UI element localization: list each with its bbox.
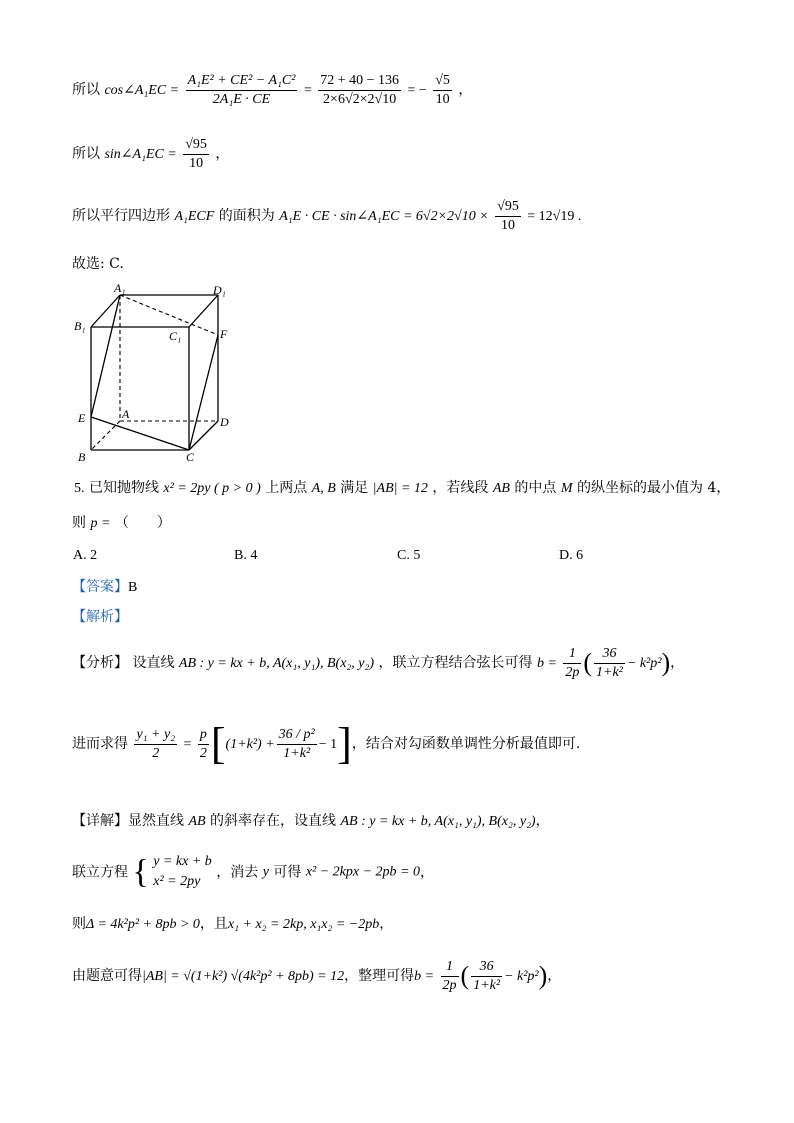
detail-line2-prefix: 联立方程	[72, 864, 128, 881]
detail-line-2	[72, 852, 434, 893]
bracket-open: [	[210, 719, 226, 768]
analysis-bracket-a: (1+k²) +	[225, 737, 275, 752]
cos-fraction-1	[186, 72, 298, 108]
detail-line4-frac	[441, 958, 459, 994]
analysis-line-1: 【分析】 设直线 AB : y = kx + b, A(x₁, y₁), B(x₂, y₂) ，联立方程结合弦长可得 b = $\frac{1}{2p}$ ( $\frac{36}{\text{1+k²}}$ − k²p²)，	[72, 646, 685, 680]
analysis-line2-suffix: ，结合对勾函数单调性分析最值即可.	[351, 736, 581, 752]
question-text-f: 的纵坐标的最小值为 4，	[576, 480, 731, 496]
detail-line1-end: ，	[535, 813, 550, 829]
question-line-2	[72, 516, 171, 531]
analysis-tag: 【解析】	[72, 609, 128, 625]
question-segment: AB	[492, 481, 510, 496]
sin-fraction	[183, 136, 209, 172]
detail-line2-mid: ，消去	[216, 864, 259, 881]
analysis-p-den: 2	[199, 745, 207, 761]
area-result: = 12√19 .	[527, 209, 582, 224]
label-d: D	[220, 415, 229, 429]
label-a1: A₁	[114, 281, 126, 295]
analysis-mid-frac	[134, 726, 177, 762]
detail-line4-tail: − k²p²	[504, 969, 539, 984]
cos-lhs: cos∠A₁EC =	[104, 83, 180, 98]
cos-frac2-denominator: 2×6√2×2√10	[323, 91, 397, 107]
detail-line3-mid: ，且	[199, 916, 228, 932]
sin-line	[72, 136, 229, 172]
detail-line2-eq: x² − 2kpx − 2pb = 0	[305, 864, 420, 880]
cos-frac3-numerator: √5	[433, 72, 452, 91]
detail-line1-ab: AB	[188, 814, 206, 829]
system-brace: {	[132, 853, 149, 891]
label-c1: C₁	[169, 329, 182, 343]
edge-e-c	[91, 417, 189, 450]
cos-frac2-numerator: 72 + 40 − 136	[318, 72, 401, 91]
cos-frac1-numerator: A₁E² + CE² − A₁C²	[186, 72, 298, 91]
cos-prefix: 所以	[72, 82, 100, 98]
area-mid: 的面积为	[218, 208, 275, 224]
analysis-line-eq: AB : y = kx + b, A(x₁, y₁), B(x₂, y₂)	[178, 656, 375, 671]
question-number: 5.	[74, 481, 85, 496]
question-points: A, B	[311, 481, 336, 496]
question-line2-prefix: 则	[72, 515, 86, 531]
detail-line-3	[72, 917, 393, 932]
edge-c-d	[189, 421, 218, 450]
bracket-close: ]	[337, 719, 352, 768]
cos-line	[72, 72, 472, 108]
detail-line4-mid: ，整理可得	[344, 968, 415, 984]
answer-line	[72, 580, 137, 595]
question-blank: （ ）	[114, 515, 171, 531]
sin-frac-denominator: 10	[189, 155, 204, 171]
analysis-line2-prefix: 进而求得	[72, 736, 128, 752]
system-eq-2: x² = 2py	[153, 874, 201, 890]
area-prefix: 所以平行四边形	[72, 208, 170, 224]
answer-value: B	[128, 580, 138, 595]
detail-line-1	[72, 814, 550, 829]
detail-line4-end: ，	[547, 968, 562, 984]
detail-line1-a: 显然直线	[128, 813, 184, 829]
cos-eq1: =	[303, 83, 312, 98]
edge-c-f	[189, 335, 218, 450]
detail-line3-eq2: x₁ + x₂ = 2kp, x₁x₂ = −2pb	[227, 917, 380, 932]
detail-line3-prefix: 则	[72, 916, 86, 932]
analysis-text-b: ，联立方程结合弦长可得	[378, 655, 533, 671]
analysis-b-inner-num: 36	[594, 645, 625, 664]
cos-frac1-denominator: 2A₁E · CE	[212, 91, 271, 107]
choice-line: 故选: C.	[72, 256, 124, 272]
edge-a1-e	[91, 295, 120, 417]
analysis-bracket-tail: − 1	[318, 737, 338, 752]
sin-frac-numerator: √95	[183, 136, 209, 155]
detail-line3-eq1: Δ = 4k²p² + 8pb > 0	[86, 917, 200, 932]
analysis-p-frac	[198, 726, 209, 762]
label-c: C	[186, 450, 195, 464]
detail-line4-eq: |AB| = √(1+k²) √(4k²p² + 8pb) = 12	[142, 969, 345, 984]
label-d1: D₁	[213, 283, 226, 297]
detail-line4-num: 1	[441, 958, 459, 977]
sin-prefix: 所以	[72, 146, 100, 162]
detail-line-4	[72, 958, 561, 994]
detail-line2-mid2: 可得	[273, 864, 302, 881]
area-fraction	[495, 198, 521, 234]
question-midpoint: M	[560, 481, 573, 496]
analysis-b-frac	[563, 645, 581, 681]
analysis-inner-den: 1+k²	[283, 745, 311, 761]
detail-line4-inner-den: 1+k²	[473, 977, 501, 993]
detail-line3-end: ，	[379, 916, 394, 932]
analysis-b-num: 1	[563, 645, 581, 664]
answer-tag: 【答案】	[72, 579, 128, 595]
detail-line4-den: 2p	[442, 977, 457, 993]
area-line	[72, 198, 581, 234]
question-text-e: 的中点	[514, 480, 557, 496]
analysis-line-2	[72, 719, 581, 768]
area-frac-numerator: √95	[495, 198, 521, 217]
sin-suffix: ，	[215, 146, 230, 162]
edge-d1-c1	[189, 295, 218, 327]
question-text-c: 满足	[340, 480, 369, 496]
analysis-b-tail: − k²p²	[626, 656, 662, 671]
analysis-mid-den: 2	[152, 745, 160, 761]
detail-tag: 【详解】	[72, 813, 128, 829]
analysis-b-den: 2p	[565, 664, 580, 680]
detail-line4-inner-num: 36	[471, 958, 502, 977]
cos-fraction-2	[318, 72, 401, 108]
option-a[interactable]: A. 2	[73, 548, 98, 563]
analysis-mid-num: y₁ + y₂	[134, 726, 177, 745]
paren-open: (	[583, 648, 593, 677]
area-expr: A₁E · CE · sin∠A₁EC = 6√2×2√10 ×	[279, 209, 489, 224]
option-c[interactable]: C. 5	[397, 548, 421, 563]
analysis-b-inner-den: 1+k²	[596, 664, 623, 680]
question-text-b: 上两点	[265, 480, 308, 496]
paren-open-2: (	[460, 961, 470, 990]
detail-line1-eq: AB : y = kx + b, A(x₁, y₁), B(x₂, y₂)	[340, 814, 536, 829]
detail-line4-b: b =	[414, 969, 435, 984]
cos-eq2: = −	[407, 83, 427, 98]
equation-system	[153, 852, 212, 893]
analysis-inner-num: 36 / p²	[277, 726, 317, 745]
label-b1: B₁	[74, 319, 86, 333]
cos-suffix: ，	[458, 82, 473, 98]
cos-fraction-3	[433, 72, 452, 108]
system-eq-1: y = kx + b	[153, 854, 212, 869]
question-text-a: 已知抛物线	[88, 480, 159, 496]
question-line2-var: p =	[90, 516, 111, 531]
analysis-inner-frac	[277, 726, 317, 762]
cube-figure	[72, 280, 242, 466]
sin-lhs: sin∠A₁EC =	[104, 147, 177, 162]
analysis-b-inner-frac	[594, 645, 625, 681]
area-frac-denominator: 10	[500, 217, 515, 233]
analysis-eq: =	[183, 737, 192, 752]
question-line-1	[74, 481, 730, 496]
area-shape: A₁ECF	[174, 209, 215, 224]
label-b: B	[78, 450, 86, 464]
question-parabola: x² = 2py ( p > 0 )	[163, 481, 261, 496]
label-e: E	[78, 411, 86, 425]
detail-line2-end: ，	[420, 864, 434, 881]
detail-line4-inner-frac	[471, 958, 502, 994]
detail-line4-prefix: 由题意可得	[72, 968, 142, 984]
label-f: F	[220, 327, 228, 341]
label-a: A	[122, 407, 130, 421]
paren-close: )	[661, 648, 671, 677]
analysis-text-a: 设直线	[132, 655, 175, 671]
option-d[interactable]: D. 6	[559, 548, 584, 563]
option-b[interactable]: B. 4	[234, 548, 258, 563]
detail-line1-b: 的斜率存在，设直线	[210, 813, 337, 829]
paren-close-2: )	[538, 961, 548, 990]
analysis-sub-tag: 【分析】	[72, 655, 128, 671]
question-chord: |AB| = 12	[372, 481, 428, 496]
detail-line2-var: y	[262, 864, 269, 880]
cos-frac3-denominator: 10	[435, 91, 450, 107]
analysis-p-num: p	[198, 726, 209, 745]
analysis-b-lhs: b =	[536, 656, 557, 671]
question-text-d: ，若线段	[432, 480, 489, 496]
